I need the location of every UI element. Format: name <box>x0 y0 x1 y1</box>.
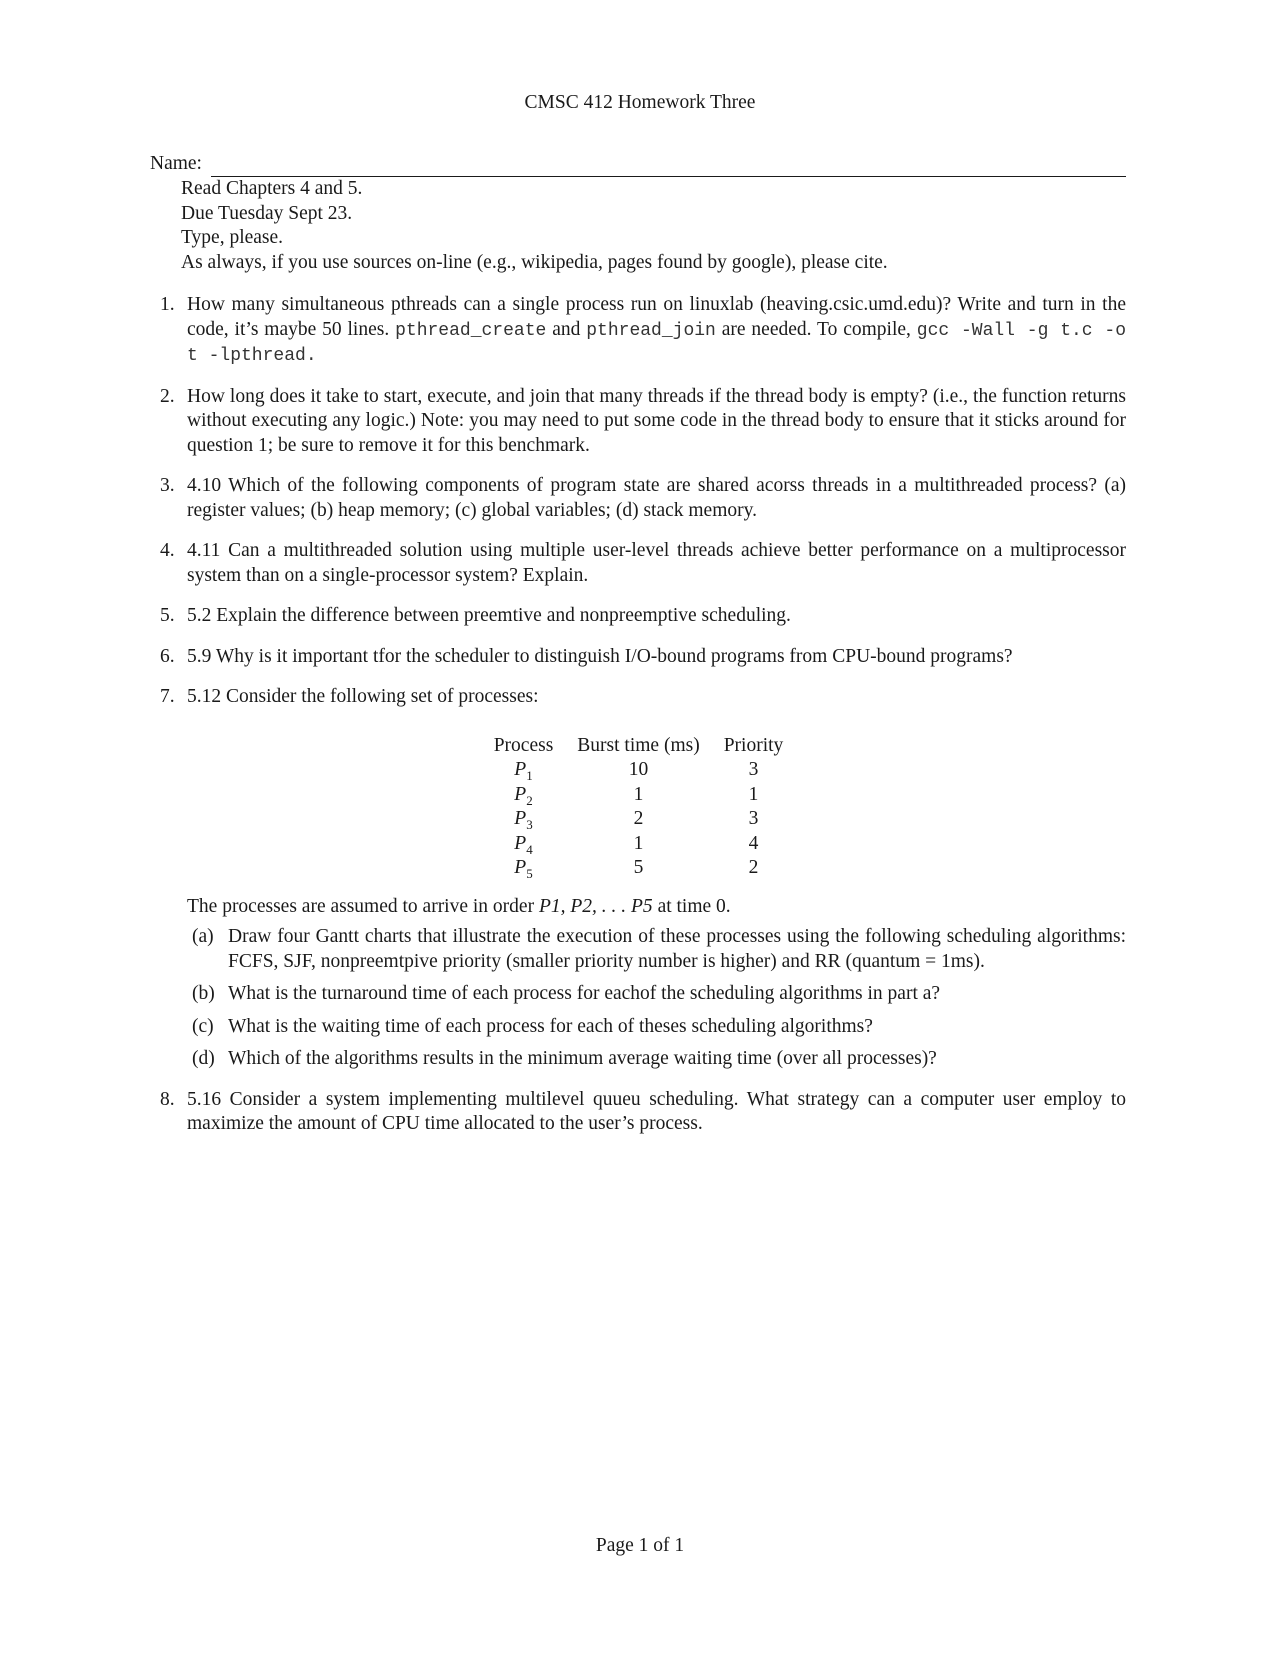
subquestion-label: (b) <box>192 983 215 1004</box>
problem-1-text-and: and <box>552 318 581 340</box>
table-row <box>482 783 796 808</box>
burst-cell: 2 <box>633 808 644 829</box>
name-field-row <box>150 152 1126 177</box>
intro-line-type: Type, please. <box>181 227 284 248</box>
process-cell <box>482 807 566 832</box>
problem-number: 3. <box>160 475 175 496</box>
problem-1-text-a: How many simultaneous pthreads can a single process run on linuxlab (heaving.csic.umd.edu)? Write and turn in the code, it’s maybe 50 lines. <box>187 294 1126 340</box>
process-cell <box>482 783 566 808</box>
column-header-process: Process <box>493 734 554 756</box>
process-letter: P <box>514 759 527 780</box>
subquestion-c <box>187 1015 1126 1040</box>
priority-cell: 1 <box>748 783 759 805</box>
problem-2-text: How long does it take to start, execute, and join that many threads if the thread body is empty? (i.e., the function returns without executing any logic.) Note: you may need to put some code in the thread body to ensure that it sticks around for question 1; be sure to remove it for this benchmark. <box>187 385 1126 456</box>
problem-5 <box>150 604 1126 629</box>
burst-cell: 5 <box>633 857 644 878</box>
intro-line-cite: As always, if you use sources on-line (e.g., wikipedia, pages found by google), please cite. <box>181 251 888 273</box>
problem-1 <box>150 293 1126 369</box>
problem-number: 4. <box>160 540 175 561</box>
burst-cell: 10 <box>628 759 649 780</box>
problem-4-text: 4.11 Can a multithreaded solution using multiple user-level threads achieve better performance on a multiprocessor system than on a single-processor system? Explain. <box>187 540 1126 586</box>
priority-cell: 3 <box>748 808 759 829</box>
problem-number: 5. <box>160 605 175 626</box>
problem-7 <box>150 685 1126 1072</box>
process-subscript: 2 <box>526 792 533 808</box>
process-table-header-row <box>482 734 796 759</box>
subquestion-d <box>187 1047 1126 1072</box>
table-row <box>482 807 796 832</box>
intro-line-reading: Read Chapters 4 and 5. <box>181 178 363 199</box>
subquestion-label: (c) <box>192 1015 214 1037</box>
problem-6 <box>150 645 1126 670</box>
problem-number: 2. <box>160 385 175 407</box>
problem-8 <box>150 1088 1126 1137</box>
code-compile-command: gcc -Wall -g t.c -o t -lpthread. <box>187 320 1126 366</box>
problem-4 <box>150 539 1126 588</box>
problem-7-text: 5.12 Consider the following set of processes: <box>187 686 539 707</box>
subquestion-list <box>187 925 1126 1072</box>
process-cell <box>482 832 566 857</box>
subquestion-text: What is the turnaround time of each process for eachof the scheduling algorithms in part a? <box>228 983 941 1004</box>
process-subscript: 5 <box>526 865 533 881</box>
arrival-note <box>187 895 1126 920</box>
arrival-text-b: at time 0. <box>657 895 731 917</box>
problem-2 <box>150 385 1126 459</box>
arrival-text-a: The processes are assumed to arrive in order <box>187 895 535 917</box>
process-letter: P <box>514 832 527 854</box>
process-cell <box>482 758 566 783</box>
subquestion-label: (a) <box>192 926 214 947</box>
subquestion-a <box>187 925 1126 974</box>
subquestion-label: (d) <box>192 1048 215 1069</box>
column-header-burst-time: Burst time (ms) <box>577 734 700 756</box>
intro-line-due: Due Tuesday Sept 23. <box>181 202 353 224</box>
subquestion-text: What is the waiting time of each process for each of theses scheduling algorithms? <box>228 1015 873 1037</box>
process-letter: P <box>514 857 527 878</box>
problem-list <box>150 293 1126 1153</box>
process-letter: P <box>514 783 527 805</box>
document-title: CMSC 412 Homework Three <box>524 92 756 113</box>
name-blank-line <box>211 158 1126 177</box>
subquestion-text: Which of the algorithms results in the minimum average waiting time (over all processes)? <box>228 1048 937 1069</box>
subquestion-b <box>187 982 1126 1007</box>
problem-1-text-b: are needed. To compile, <box>721 318 911 340</box>
priority-cell: 3 <box>748 759 759 780</box>
table-row <box>482 832 796 857</box>
problem-number: 8. <box>160 1088 175 1110</box>
priority-cell: 2 <box>748 857 759 878</box>
page-footer: Page 1 of 1 <box>595 1535 685 1556</box>
subquestion-text: Draw four Gantt charts that illustrate the execution of these processes using the following scheduling algorithms: FCFS, SJF, nonpreemtpive priority (smaller priority number is higher) and RR (quantum = 1ms). <box>228 926 1126 972</box>
problem-number: 6. <box>160 645 175 667</box>
problem-number: 7. <box>160 686 175 707</box>
burst-cell: 1 <box>633 783 644 805</box>
code-pthread-create: pthread_create <box>395 320 547 341</box>
column-header-priority: Priority <box>723 734 784 756</box>
process-subscript: 1 <box>526 767 533 783</box>
intro-block <box>181 177 888 275</box>
process-subscript: 4 <box>526 841 533 857</box>
problem-3 <box>150 474 1126 523</box>
process-cell <box>482 856 566 881</box>
table-row <box>482 758 796 783</box>
burst-cell: 1 <box>633 832 644 854</box>
problem-8-text: 5.16 Consider a system implementing multilevel quueu scheduling. What strategy can a computer user employ to maximize the amount of CPU time allocated to the user’s process. <box>187 1088 1126 1134</box>
process-letter: P <box>514 808 527 829</box>
problem-3-text: 4.10 Which of the following components of program state are shared acorss threads in a multithreaded process? (a) register values; (b) heap memory; (c) global variables; (d) stack memory. <box>187 475 1126 521</box>
priority-cell: 4 <box>748 832 759 854</box>
problem-6-text: 5.9 Why is it important tfor the scheduler to distinguish I/O-bound programs from CPU-bound programs? <box>187 645 1013 667</box>
problem-number: 1. <box>160 294 175 315</box>
name-label: Name: <box>150 153 202 174</box>
process-subscript: 3 <box>526 816 533 832</box>
arrival-process-list: P1, P2, . . . P5 <box>538 895 653 917</box>
table-row <box>482 856 796 881</box>
process-table <box>482 734 796 881</box>
problem-5-text: 5.2 Explain the difference between preemtive and nonpreemptive scheduling. <box>187 605 791 626</box>
code-pthread-join: pthread_join <box>586 320 716 341</box>
